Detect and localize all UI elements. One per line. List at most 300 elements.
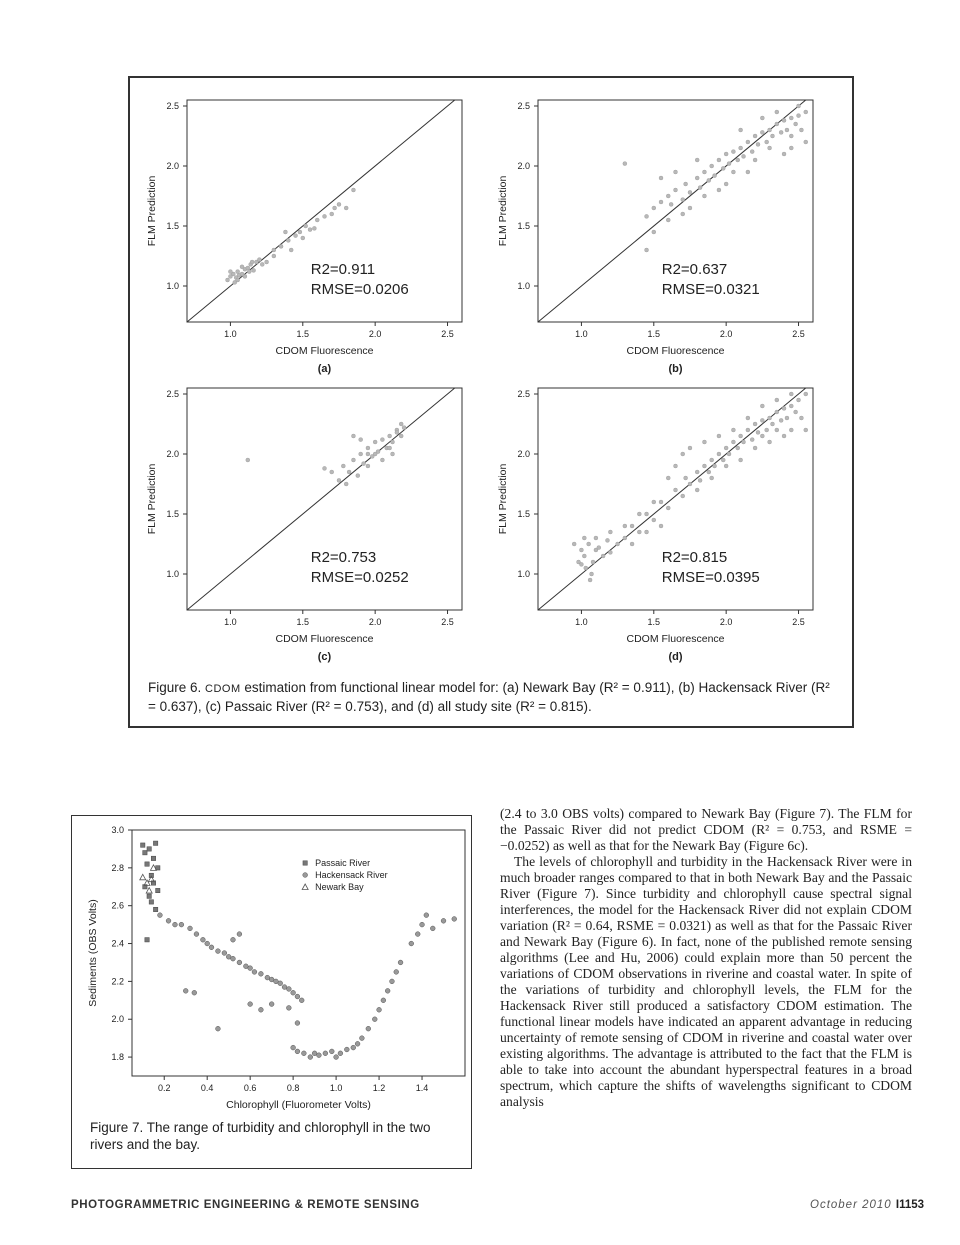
- data-point: [721, 458, 725, 462]
- data-point: [739, 128, 743, 132]
- data-point: [727, 452, 731, 456]
- data-point: [398, 960, 403, 965]
- data-point: [265, 260, 269, 264]
- data-point: [779, 130, 783, 134]
- x-tick-label: 2.5: [441, 329, 454, 339]
- data-point: [688, 446, 692, 450]
- data-point: [582, 554, 586, 558]
- data-point: [707, 178, 711, 182]
- data-point: [192, 990, 197, 995]
- data-point: [594, 536, 598, 540]
- data-point: [645, 214, 649, 218]
- rmse-annotation: RMSE=0.0321: [661, 281, 760, 298]
- data-point: [645, 512, 649, 516]
- data-point: [377, 1007, 382, 1012]
- data-point: [775, 110, 779, 114]
- data-point: [236, 278, 240, 282]
- data-point: [630, 542, 634, 546]
- data-point: [140, 874, 146, 880]
- data-point: [702, 170, 706, 174]
- data-point: [390, 979, 395, 984]
- data-point: [804, 392, 808, 396]
- data-point: [789, 146, 793, 150]
- x-tick-label: 1.5: [647, 617, 661, 627]
- data-point: [147, 847, 151, 851]
- data-point: [143, 851, 147, 855]
- data-point: [237, 960, 242, 965]
- data-point: [141, 843, 145, 847]
- data-point: [746, 140, 750, 144]
- data-point: [441, 918, 446, 923]
- data-point: [372, 1017, 377, 1022]
- data-point: [158, 913, 163, 918]
- data-point: [329, 1049, 334, 1054]
- data-point: [373, 452, 377, 456]
- data-point: [153, 841, 157, 845]
- y-tick-label: 1.5: [517, 509, 530, 519]
- legend-marker: [303, 861, 307, 865]
- page-info: [810, 1199, 924, 1211]
- data-point: [259, 1007, 264, 1012]
- data-point: [770, 422, 774, 426]
- data-point: [666, 218, 670, 222]
- data-point: [645, 248, 649, 252]
- data-point: [666, 476, 670, 480]
- data-point: [337, 202, 341, 206]
- data-point: [710, 458, 714, 462]
- data-point: [797, 104, 801, 108]
- data-point: [768, 416, 772, 420]
- data-point: [753, 158, 757, 162]
- data-point: [344, 482, 348, 486]
- data-point: [717, 158, 721, 162]
- data-point: [768, 146, 772, 150]
- figure-6-caption-text: estimation from functional linear model for: (a) Newark Bay (R² = 0.911), (b) Hackensack River (R² = 0.637), (c) Passaic River (R² = 0.753), and (d) all study site (R² = 0.815).: [148, 680, 830, 714]
- x-tick-label: 1.0: [224, 329, 237, 339]
- x-tick-label: 1.0: [224, 617, 237, 627]
- panel-1: [497, 100, 813, 375]
- data-point: [248, 966, 253, 971]
- data-point: [756, 142, 760, 146]
- x-tick-label: 0.6: [243, 1083, 257, 1093]
- data-point: [347, 470, 351, 474]
- data-point: [770, 134, 774, 138]
- data-point: [591, 560, 595, 564]
- data-point: [724, 464, 728, 468]
- data-point: [782, 118, 786, 122]
- data-point: [753, 422, 757, 426]
- data-point: [713, 464, 717, 468]
- data-point: [299, 998, 304, 1003]
- figure-7-panel: [87, 825, 465, 1111]
- data-point: [659, 500, 663, 504]
- data-point: [351, 434, 355, 438]
- x-axis-label: CDOM Fluorescence: [626, 345, 725, 357]
- data-point: [775, 410, 779, 414]
- data-point: [765, 140, 769, 144]
- data-point: [231, 956, 236, 961]
- data-point: [782, 434, 786, 438]
- rmse-annotation: RMSE=0.0395: [661, 569, 760, 586]
- data-point: [272, 254, 276, 258]
- data-point: [659, 200, 663, 204]
- data-point: [588, 578, 592, 582]
- data-point: [760, 404, 764, 408]
- data-point: [652, 518, 656, 522]
- data-point: [779, 418, 783, 422]
- data-point: [351, 188, 355, 192]
- data-point: [395, 430, 399, 434]
- x-tick-label: 2.0: [719, 617, 733, 627]
- data-point: [209, 945, 214, 950]
- data-point: [724, 446, 728, 450]
- data-point: [637, 512, 641, 516]
- data-point: [799, 416, 803, 420]
- data-point: [246, 266, 250, 270]
- r2-annotation: R2=0.911: [310, 261, 376, 278]
- data-point: [695, 488, 699, 492]
- data-point: [587, 542, 591, 546]
- panel-label: (b): [668, 363, 683, 375]
- x-tick-label: 2.5: [792, 617, 805, 627]
- data-point: [359, 438, 363, 442]
- figure-7-chart: [72, 816, 470, 1116]
- data-point: [789, 428, 793, 432]
- data-point: [420, 922, 425, 927]
- data-point: [391, 440, 395, 444]
- data-point: [768, 440, 772, 444]
- data-point: [785, 416, 789, 420]
- x-tick-label: 0.8: [286, 1083, 300, 1093]
- data-point: [338, 1051, 343, 1056]
- issue-date: October 2010: [810, 1199, 892, 1211]
- data-point: [739, 146, 743, 150]
- x-tick-label: 2.5: [441, 617, 454, 627]
- data-point: [681, 198, 685, 202]
- data-point: [356, 474, 360, 478]
- data-point: [674, 488, 678, 492]
- data-point: [183, 988, 188, 993]
- data-point: [341, 464, 345, 468]
- data-point: [222, 951, 227, 956]
- y-tick-label: 2.2: [111, 976, 124, 987]
- data-point: [359, 1036, 364, 1041]
- data-point: [775, 428, 779, 432]
- data-point: [415, 932, 420, 937]
- data-point: [173, 922, 178, 927]
- data-point: [782, 152, 786, 156]
- data-point: [248, 1002, 253, 1007]
- data-point: [695, 470, 699, 474]
- y-tick-label: 2.0: [111, 1014, 124, 1025]
- figure-6-caption-prefix: Figure 6.: [148, 680, 202, 695]
- x-axis-label: Chlorophyll (Fluorometer Volts): [226, 1099, 371, 1111]
- data-point: [721, 166, 725, 170]
- data-point: [698, 186, 702, 190]
- data-point: [717, 188, 721, 192]
- data-point: [688, 482, 692, 486]
- data-point: [286, 238, 290, 242]
- data-point: [756, 430, 760, 434]
- journal-name: PHOTOGRAMMETRIC ENGINEERING & REMOTE SENSING: [71, 1199, 420, 1211]
- data-point: [698, 478, 702, 482]
- data-point: [188, 926, 193, 931]
- data-point: [394, 970, 399, 975]
- data-point: [308, 1055, 313, 1060]
- data-point: [246, 458, 250, 462]
- data-point: [736, 446, 740, 450]
- data-point: [315, 218, 319, 222]
- data-point: [590, 572, 594, 576]
- data-point: [659, 176, 663, 180]
- body-text: [500, 806, 912, 1110]
- data-point: [731, 150, 735, 154]
- data-point: [797, 398, 801, 402]
- data-point: [601, 554, 605, 558]
- data-point: [149, 900, 153, 904]
- data-point: [630, 524, 634, 528]
- x-axis-label: CDOM Fluorescence: [275, 633, 374, 645]
- data-point: [289, 248, 293, 252]
- data-point: [710, 476, 714, 480]
- paragraph-1: (2.4 to 3.0 OBS volts) compared to Newark Bay (Figure 7). The FLM for the Passaic River did not predict CDOM (R² = 0.753, and RSME = −0.0252) as well as that for the Newark Bay (Figure 6c).: [500, 806, 912, 853]
- data-point: [750, 438, 754, 442]
- data-point: [330, 212, 334, 216]
- data-point: [681, 452, 685, 456]
- data-point: [724, 152, 728, 156]
- data-point: [252, 268, 256, 272]
- data-point: [166, 918, 171, 923]
- y-tick-label: 2.6: [111, 900, 124, 911]
- data-point: [334, 1055, 339, 1060]
- data-point: [736, 158, 740, 162]
- x-axis-label: CDOM Fluorescence: [626, 633, 725, 645]
- data-point: [666, 506, 670, 510]
- y-axis-label: FLM Prediction: [497, 463, 509, 535]
- data-point: [286, 987, 291, 992]
- data-point: [205, 941, 210, 946]
- legend-marker: [303, 873, 308, 878]
- data-point: [351, 1045, 356, 1050]
- data-point: [409, 941, 414, 946]
- y-tick-label: 1.5: [166, 509, 179, 519]
- data-point: [794, 122, 798, 126]
- data-point: [355, 1041, 360, 1046]
- data-point: [724, 182, 728, 186]
- data-point: [385, 988, 390, 993]
- y-axis-label: FLM Prediction: [146, 175, 158, 247]
- data-point: [257, 258, 261, 262]
- data-point: [789, 116, 793, 120]
- data-point: [760, 130, 764, 134]
- y-tick-label: 2.0: [517, 161, 530, 171]
- data-point: [681, 494, 685, 498]
- data-point: [731, 440, 735, 444]
- data-point: [380, 438, 384, 442]
- data-point: [645, 530, 649, 534]
- data-point: [272, 248, 276, 252]
- data-point: [216, 949, 221, 954]
- data-point: [308, 228, 312, 232]
- page-number: 1153: [899, 1199, 925, 1211]
- data-point: [695, 158, 699, 162]
- data-point: [362, 462, 366, 466]
- data-point: [688, 206, 692, 210]
- data-point: [579, 562, 583, 566]
- x-tick-label: 1.0: [575, 617, 588, 627]
- figure-6-chart: [130, 78, 852, 678]
- data-point: [768, 128, 772, 132]
- data-point: [695, 176, 699, 180]
- data-point: [237, 932, 242, 937]
- data-point: [286, 1005, 291, 1010]
- data-point: [637, 530, 641, 534]
- data-point: [753, 446, 757, 450]
- data-point: [317, 1053, 322, 1058]
- data-point: [388, 446, 392, 450]
- data-point: [710, 164, 714, 168]
- data-point: [623, 162, 627, 166]
- data-point: [782, 406, 786, 410]
- data-point: [260, 262, 264, 266]
- data-point: [259, 971, 264, 976]
- x-tick-label: 0.4: [200, 1083, 214, 1093]
- data-point: [775, 398, 779, 402]
- data-point: [717, 434, 721, 438]
- data-point: [252, 970, 257, 975]
- data-point: [572, 542, 576, 546]
- data-point: [298, 230, 302, 234]
- data-point: [330, 470, 334, 474]
- legend-label: Passaic River: [315, 858, 371, 868]
- data-point: [304, 224, 308, 228]
- data-point: [216, 1026, 221, 1031]
- data-point: [746, 428, 750, 432]
- data-point: [760, 116, 764, 120]
- panel-2: [146, 388, 462, 663]
- r2-annotation: R2=0.637: [661, 261, 728, 278]
- data-point: [666, 194, 670, 198]
- data-point: [380, 458, 384, 462]
- data-point: [789, 404, 793, 408]
- y-tick-label: 2.5: [166, 101, 179, 111]
- data-point: [151, 856, 155, 860]
- data-point: [789, 392, 793, 396]
- y-tick-label: 2.4: [111, 938, 124, 949]
- data-point: [789, 134, 793, 138]
- data-point: [742, 440, 746, 444]
- y-axis-label: Sediments (OBS Volts): [87, 899, 99, 1007]
- legend-label: Hackensack River: [315, 870, 388, 880]
- data-point: [366, 1026, 371, 1031]
- data-point: [804, 140, 808, 144]
- data-point: [247, 270, 251, 274]
- data-point: [226, 278, 230, 282]
- data-point: [797, 114, 801, 118]
- data-point: [240, 265, 244, 269]
- y-tick-label: 2.8: [111, 862, 124, 873]
- data-point: [388, 434, 392, 438]
- data-point: [399, 434, 403, 438]
- data-point: [366, 446, 370, 450]
- y-tick-label: 1.5: [166, 221, 179, 231]
- y-tick-label: 2.0: [166, 161, 179, 171]
- data-point: [373, 440, 377, 444]
- y-tick-label: 2.0: [166, 449, 179, 459]
- data-point: [200, 937, 205, 942]
- x-tick-label: 2.0: [368, 617, 382, 627]
- data-point: [250, 260, 254, 264]
- data-point: [742, 154, 746, 158]
- data-point: [674, 188, 678, 192]
- y-tick-label: 2.5: [517, 101, 530, 111]
- x-tick-label: 2.5: [792, 329, 805, 339]
- data-point: [312, 226, 316, 230]
- panel-label: (d): [668, 651, 683, 663]
- y-axis-label: FLM Prediction: [146, 463, 158, 535]
- data-point: [717, 452, 721, 456]
- data-point: [145, 862, 149, 866]
- x-tick-label: 1.5: [296, 617, 310, 627]
- x-tick-label: 2.0: [719, 329, 733, 339]
- data-point: [804, 428, 808, 432]
- data-point: [243, 274, 247, 278]
- rmse-annotation: RMSE=0.0206: [310, 281, 409, 298]
- data-point: [707, 470, 711, 474]
- data-point: [269, 1002, 274, 1007]
- data-point: [295, 994, 300, 999]
- page-number-separator: I: [895, 1199, 900, 1211]
- data-point: [785, 128, 789, 132]
- data-point: [605, 538, 609, 542]
- data-point: [608, 530, 612, 534]
- data-point: [333, 206, 337, 210]
- panel-label: (a): [317, 363, 332, 375]
- data-point: [402, 426, 406, 430]
- y-axis-label: FLM Prediction: [497, 175, 509, 247]
- data-point: [424, 913, 429, 918]
- x-tick-label: 1.0: [329, 1083, 343, 1093]
- data-point: [702, 440, 706, 444]
- data-point: [295, 1049, 300, 1054]
- data-point: [746, 416, 750, 420]
- x-tick-label: 1.4: [415, 1083, 429, 1093]
- x-tick-label: 0.2: [157, 1083, 171, 1093]
- data-point: [727, 162, 731, 166]
- y-tick-label: 2.5: [166, 389, 179, 399]
- y-tick-label: 3.0: [111, 825, 124, 835]
- y-tick-label: 1.0: [166, 569, 179, 579]
- data-point: [228, 270, 232, 274]
- data-point: [731, 428, 735, 432]
- data-point: [652, 500, 656, 504]
- x-tick-label: 1.2: [372, 1083, 386, 1093]
- data-point: [684, 182, 688, 186]
- data-point: [279, 244, 283, 248]
- y-tick-label: 1.5: [517, 221, 530, 231]
- data-point: [283, 230, 287, 234]
- data-point: [760, 434, 764, 438]
- legend-marker: [302, 884, 308, 890]
- data-point: [608, 550, 612, 554]
- x-axis-label: CDOM Fluorescence: [275, 345, 374, 357]
- data-point: [804, 110, 808, 114]
- data-point: [746, 170, 750, 174]
- data-point: [652, 206, 656, 210]
- data-point: [381, 998, 386, 1003]
- data-point: [323, 466, 327, 470]
- data-point: [753, 134, 757, 138]
